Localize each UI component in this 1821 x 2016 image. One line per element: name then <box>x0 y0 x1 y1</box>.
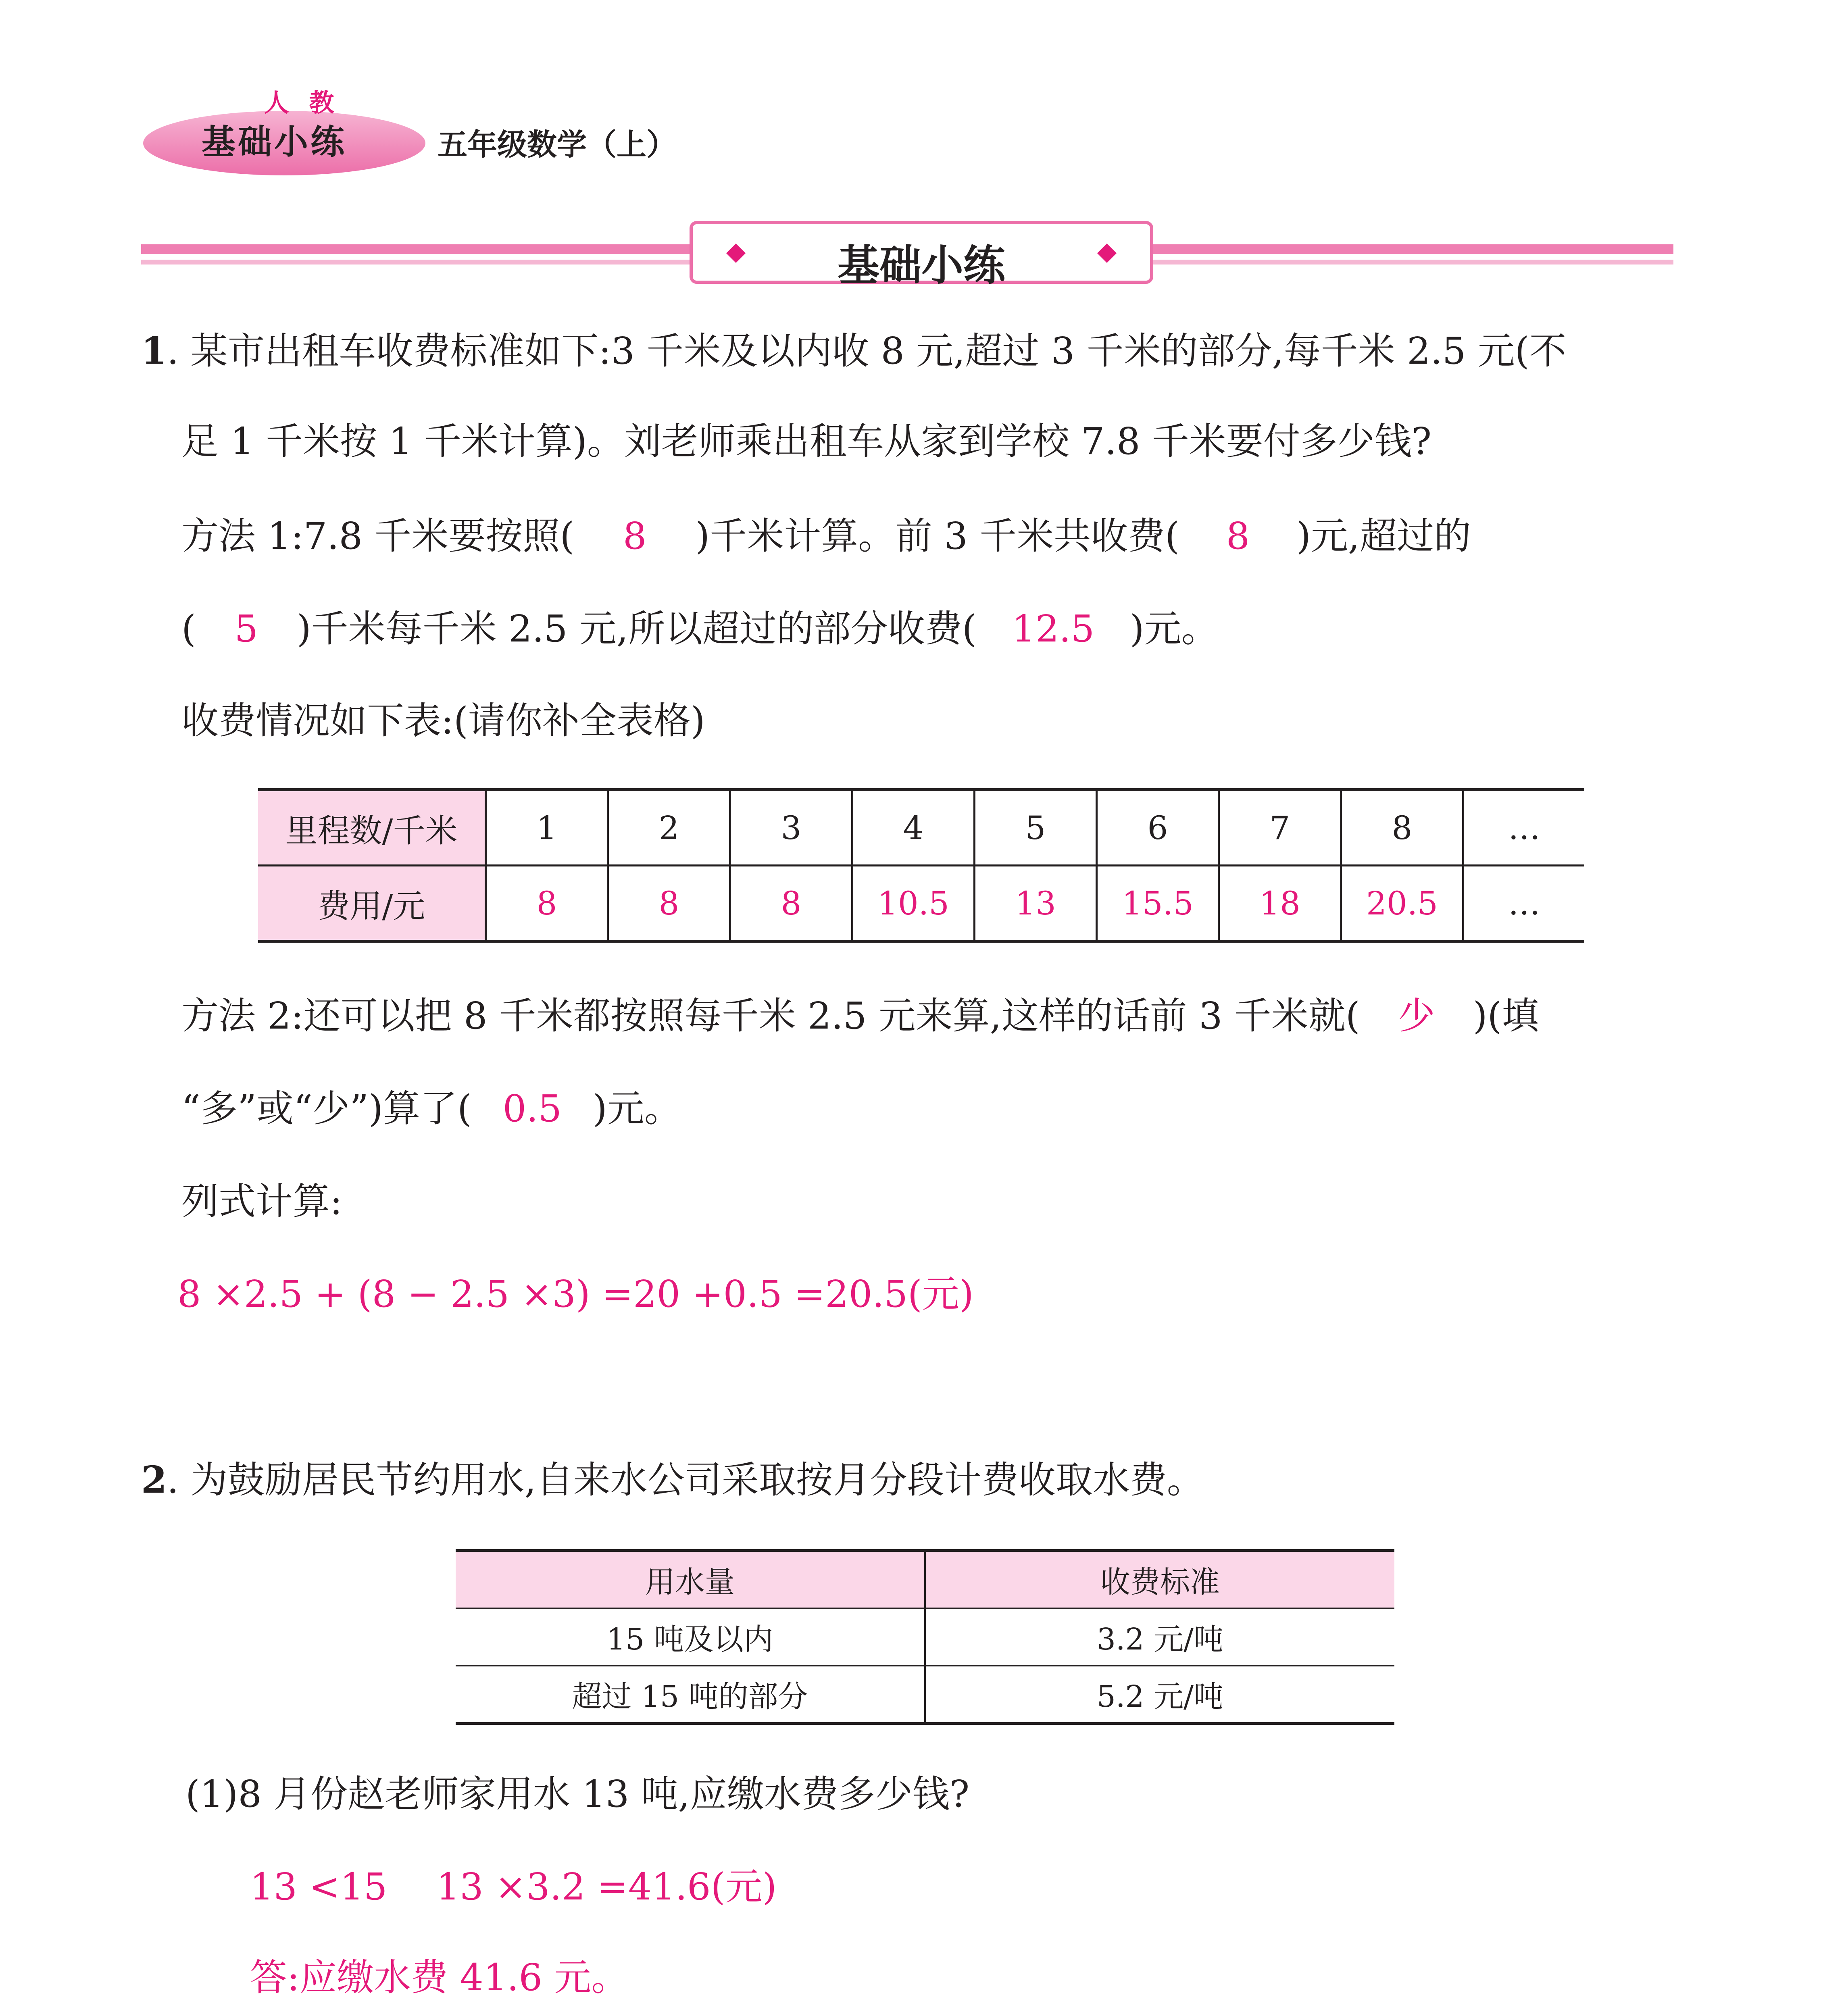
calc-expression: 8 ×2.5 + (8 − 2.5 ×3) =20 +0.5 =20.5(元) <box>177 1272 974 1316</box>
publisher-mark: 人 教 <box>264 88 340 117</box>
table-cell: 8 <box>486 866 608 941</box>
table-cell: 18 <box>1219 866 1341 941</box>
table-cell: 4 <box>852 790 975 866</box>
water-fee-table <box>456 1549 1394 1725</box>
answer-blank: 12.5 <box>1012 607 1095 650</box>
table-cell: 20.5 <box>1341 866 1463 941</box>
column-header: 收费标准 <box>925 1551 1394 1609</box>
text: )(填 <box>1473 994 1539 1037</box>
table-cell: 15 吨及以内 <box>456 1608 925 1666</box>
calc-label: 列式计算: <box>181 1180 342 1223</box>
method-1-line1 <box>181 512 1471 560</box>
answer-blank: 8 <box>1226 514 1250 558</box>
table-cell: 7 <box>1219 790 1341 866</box>
row-header: 里程数/千米 <box>258 790 486 866</box>
answer-blank: 8 <box>623 514 647 558</box>
table-cell: 超过 15 吨的部分 <box>456 1666 925 1724</box>
answer-blank: 5 <box>234 607 258 650</box>
table-row <box>456 1551 1394 1609</box>
method-1-line2 <box>181 605 1219 653</box>
text: 方法 1:7.8 千米要按照( <box>181 514 575 558</box>
method-2-line1 <box>181 992 1539 1040</box>
text: )元,超过的 <box>1296 514 1471 558</box>
taxi-fare-table <box>258 788 1584 943</box>
table-cell: 2 <box>608 790 730 866</box>
q1-text-line2: 足 1 千米按 1 千米计算)。刘老师乘出租车从家到学校 7.8 千米要付多少钱? <box>181 420 1432 463</box>
table-cell: 5.2 元/吨 <box>925 1666 1394 1724</box>
answer-blank: 少 <box>1398 994 1435 1037</box>
grade-title: 五年级数学（上） <box>438 127 676 162</box>
table-cell: 5 <box>975 790 1097 866</box>
table-cell: 8 <box>1341 790 1463 866</box>
part-1-answer: 答:应缴水费 41.6 元。 <box>250 1956 629 1999</box>
table-row <box>456 1608 1394 1666</box>
table-row <box>456 1666 1394 1724</box>
table-cell: … <box>1463 790 1585 866</box>
text: )元。 <box>1129 607 1219 650</box>
question-number: 1 <box>141 329 167 373</box>
table-cell: 3 <box>730 790 852 866</box>
table-intro: 收费情况如下表:(请你补全表格) <box>181 699 705 742</box>
method-2-line2 <box>181 1085 681 1133</box>
text: )元。 <box>592 1087 681 1130</box>
table-cell: 10.5 <box>852 866 975 941</box>
table-cell: 15.5 <box>1097 866 1219 941</box>
part-1-calc: 13 <15 13 ×3.2 =41.6(元) <box>250 1865 777 1908</box>
column-header: 用水量 <box>456 1551 925 1609</box>
table-row <box>258 790 1584 866</box>
section-title-box <box>690 221 1153 290</box>
question-number: 2 <box>141 1458 167 1502</box>
table-cell: 1 <box>486 790 608 866</box>
text: 方法 2:还可以把 8 千米都按照每千米 2.5 元来算,这样的话前 3 千米就( <box>181 994 1360 1037</box>
table-cell: 3.2 元/吨 <box>925 1608 1394 1666</box>
row-header: 费用/元 <box>258 866 486 941</box>
table-cell: 8 <box>730 866 852 941</box>
section-title: 基础小练 <box>837 241 1005 290</box>
text: ( <box>181 607 196 650</box>
table-row <box>258 866 1584 941</box>
q1-text-line1: . 某市出租车收费标准如下:3 千米及以内收 8 元,超过 3 千米的部分,每千米 2.5 元(不 <box>167 329 1567 373</box>
answer-blank: 0.5 <box>502 1087 562 1130</box>
series-logo: 基础小练 <box>202 122 347 162</box>
table-cell: 8 <box>608 866 730 941</box>
text: )千米每千米 2.5 元,所以超过的部分收费( <box>296 607 977 650</box>
text: “多”或“少”)算了( <box>181 1087 472 1130</box>
table-cell: … <box>1463 866 1585 941</box>
table-cell: 13 <box>975 866 1097 941</box>
part-1-question: (1)8 月份赵老师家用水 13 吨,应缴水费多少钱? <box>185 1772 970 1816</box>
q2-intro: . 为鼓励居民节约用水,自来水公司采取按月分段计费收取水费。 <box>167 1458 1204 1502</box>
text: )千米计算。前 3 千米共收费( <box>695 514 1180 558</box>
table-cell: 6 <box>1097 790 1219 866</box>
